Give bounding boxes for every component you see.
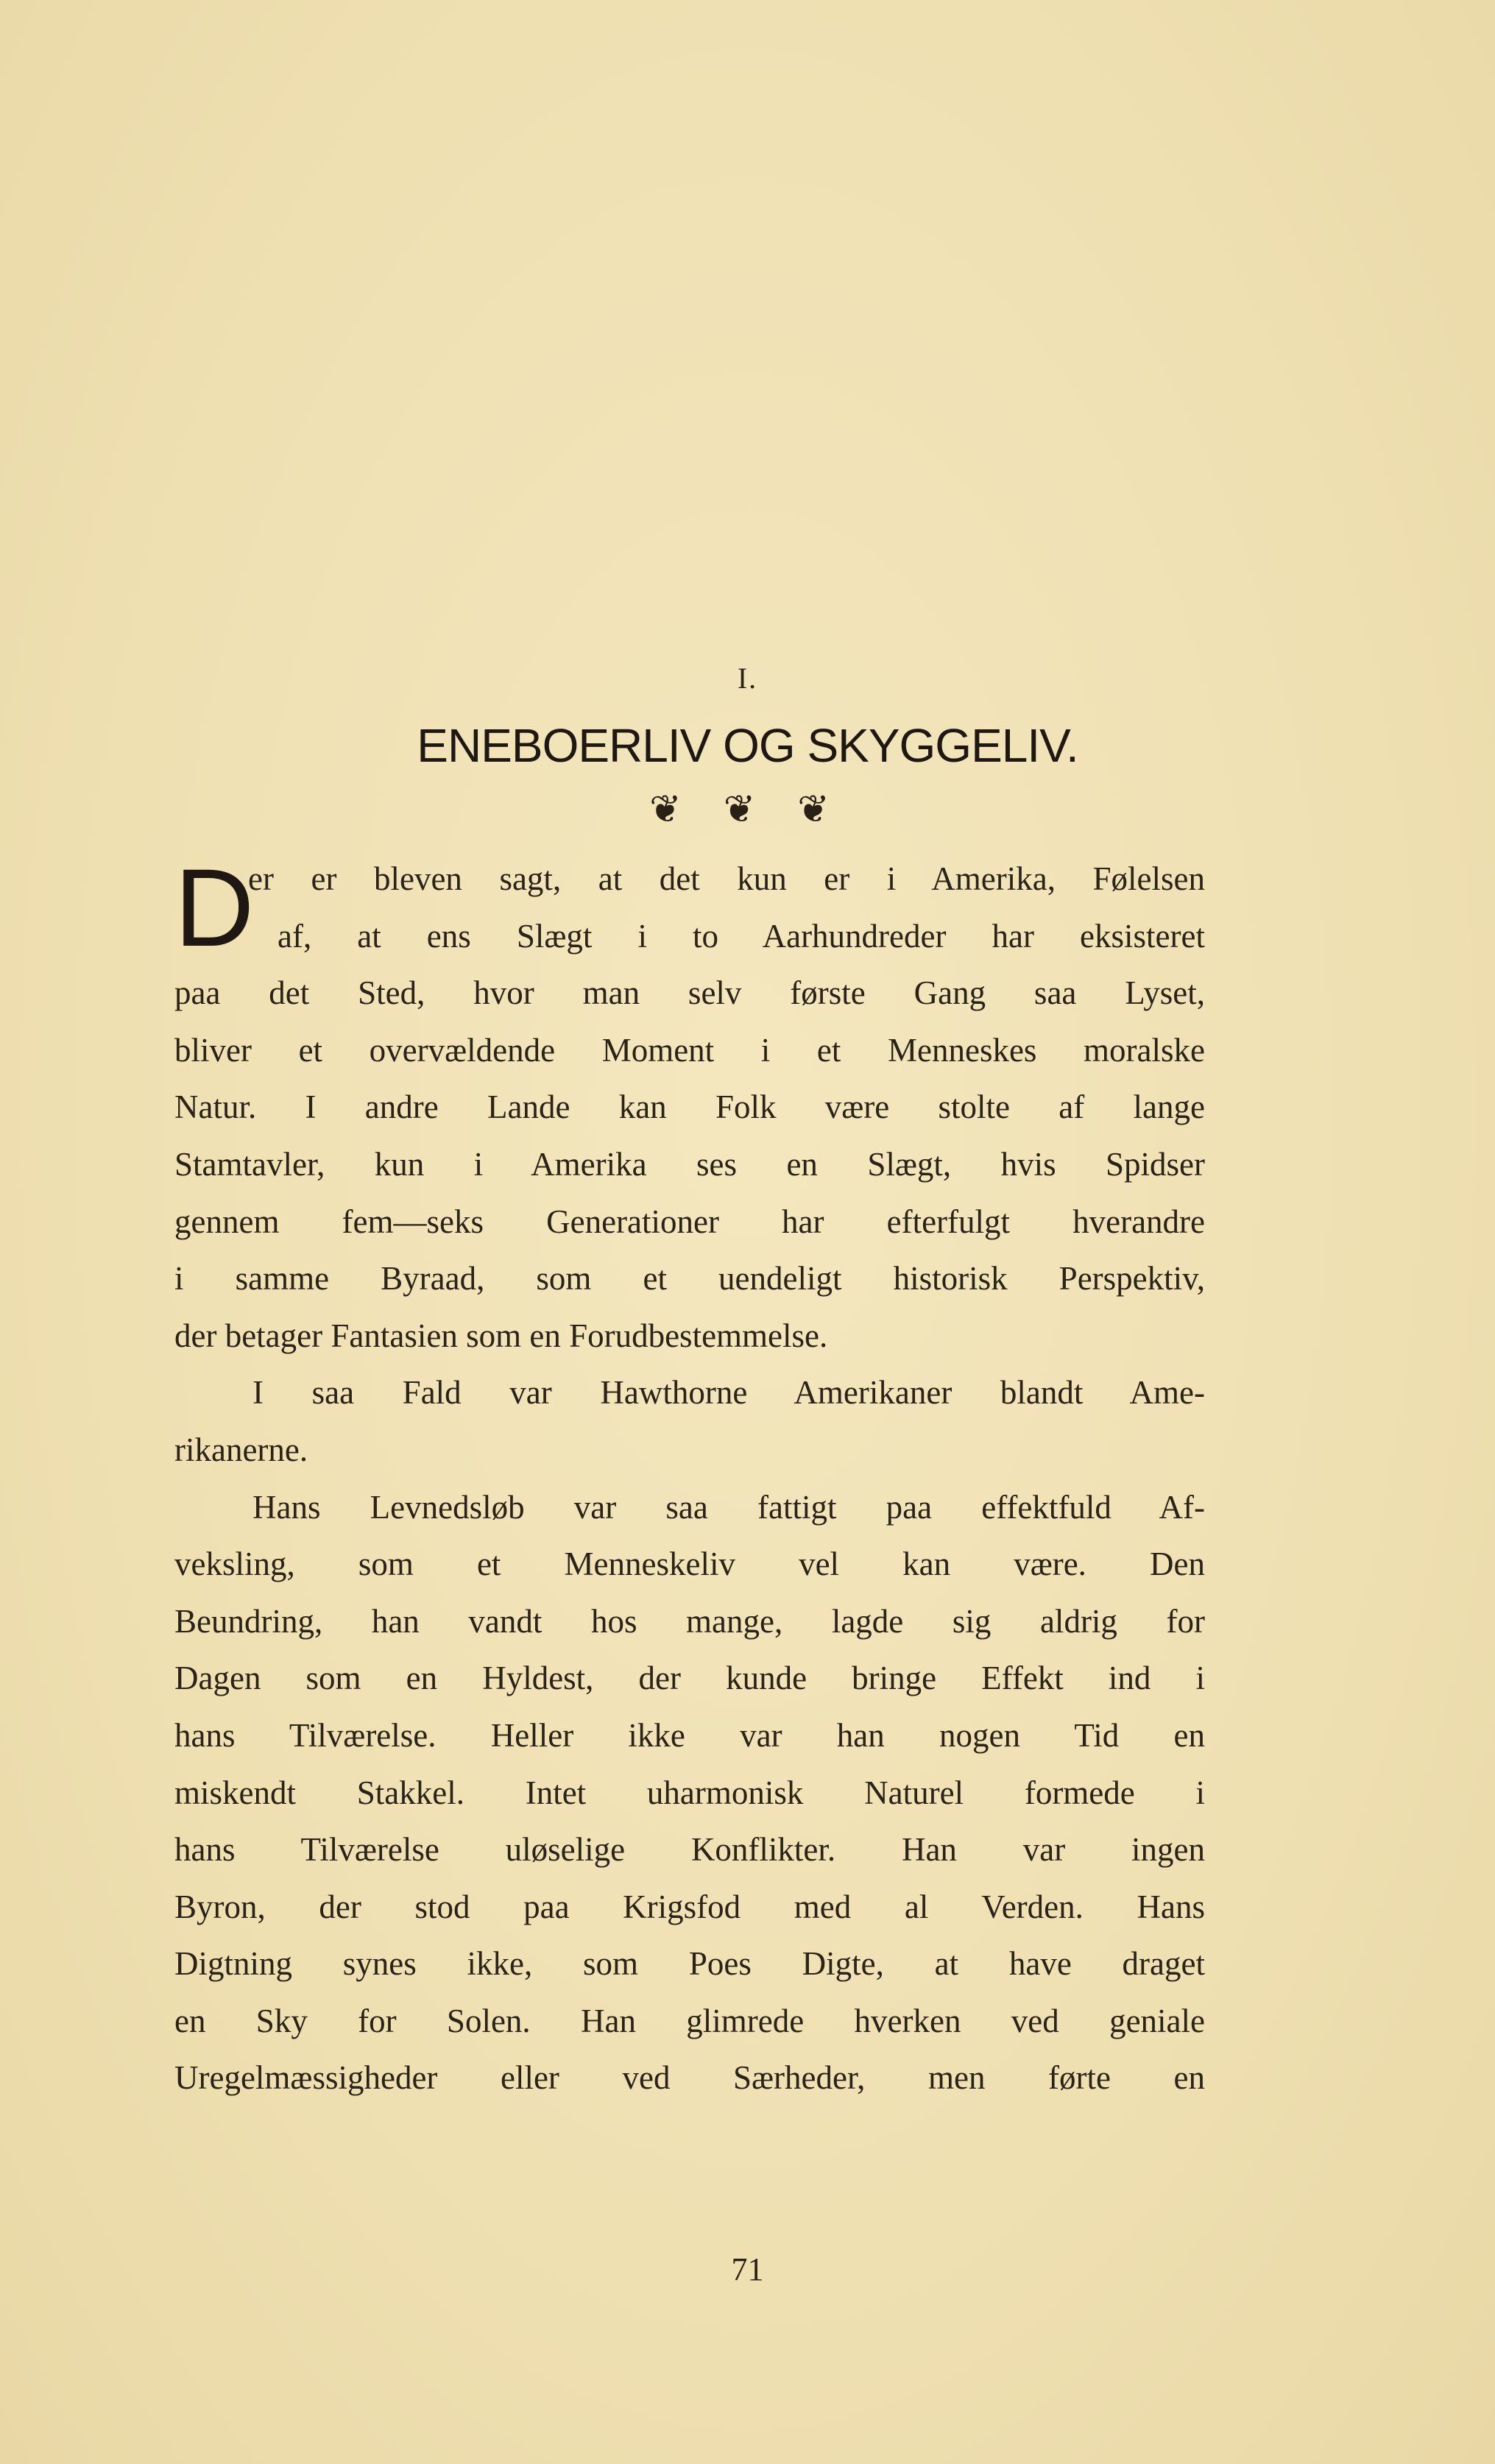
ornament-fleurons: ❦ ❦ ❦	[649, 789, 846, 831]
text-line: Dagen som en Hyldest, der kunde bringe Effekt ind i	[174, 1660, 1205, 1697]
text-line: Natur. I andre Lande kan Folk være stolte af lange	[174, 1088, 1205, 1126]
text-line: Stamtavler, kun i Amerika ses en Slægt, hvis Spidser	[174, 1145, 1205, 1183]
text-line: bliver et overvældende Moment i et Menneskes moralske	[174, 1031, 1205, 1069]
text-line: paa det Sted, hvor man selv første Gang saa Lyset,	[174, 974, 1205, 1012]
chapter-title: ENEBOERLIV OG SKYGGELIV.	[417, 719, 1078, 772]
text-line: hans Tilværelse. Heller ikke var han nogen Tid en	[174, 1716, 1205, 1754]
drop-cap: D	[174, 846, 255, 969]
text-line: rikanerne.	[174, 1431, 308, 1468]
text-line: gennem fem—seks Generationer har efterfulgt hverandre	[174, 1203, 1205, 1240]
text-line: Byron, der stod paa Krigsfod med al Verden. Hans	[174, 1888, 1205, 1925]
text-line: i samme Byraad, som et uendeligt historisk Perspektiv,	[174, 1260, 1205, 1298]
text-line: Digtning synes ikke, som Poes Digte, at have draget	[174, 1945, 1205, 1983]
chapter-number: I.	[737, 662, 758, 695]
text-line: Beundring, han vandt hos mange, lagde sig aldrig for	[174, 1602, 1205, 1640]
text-line: miskendt Stakkel. Intet uharmonisk Naturel formede i	[174, 1774, 1205, 1811]
body-text	[174, 846, 1205, 2107]
text-line: en Sky for Solen. Han glimrede hverken ved geniale	[174, 2002, 1205, 2039]
text-line: Hans Levnedsløb var saa fattigt paa effektfuld Af-	[252, 1488, 1205, 1526]
text-line: hans Tilværelse uløselige Konflikter. Han var ingen	[174, 1831, 1205, 1869]
text-line: af, at ens Slægt i to Aarhundreder har eksisteret	[278, 917, 1205, 955]
text-line: veksling, som et Menneskeliv vel kan være. Den	[174, 1546, 1205, 1583]
text-line: er er bleven sagt, at det kun er i Amerika, Følelsen	[248, 860, 1205, 897]
text-line: der betager Fantasien som en Forudbestemmelse.	[174, 1317, 828, 1354]
text-line: I saa Fald var Hawthorne Amerikaner blandt Ame-	[252, 1374, 1205, 1412]
page-number: 71	[731, 2251, 764, 2287]
text-line: Uregelmæssigheder eller ved Særheder, men førte en	[174, 2059, 1205, 2097]
